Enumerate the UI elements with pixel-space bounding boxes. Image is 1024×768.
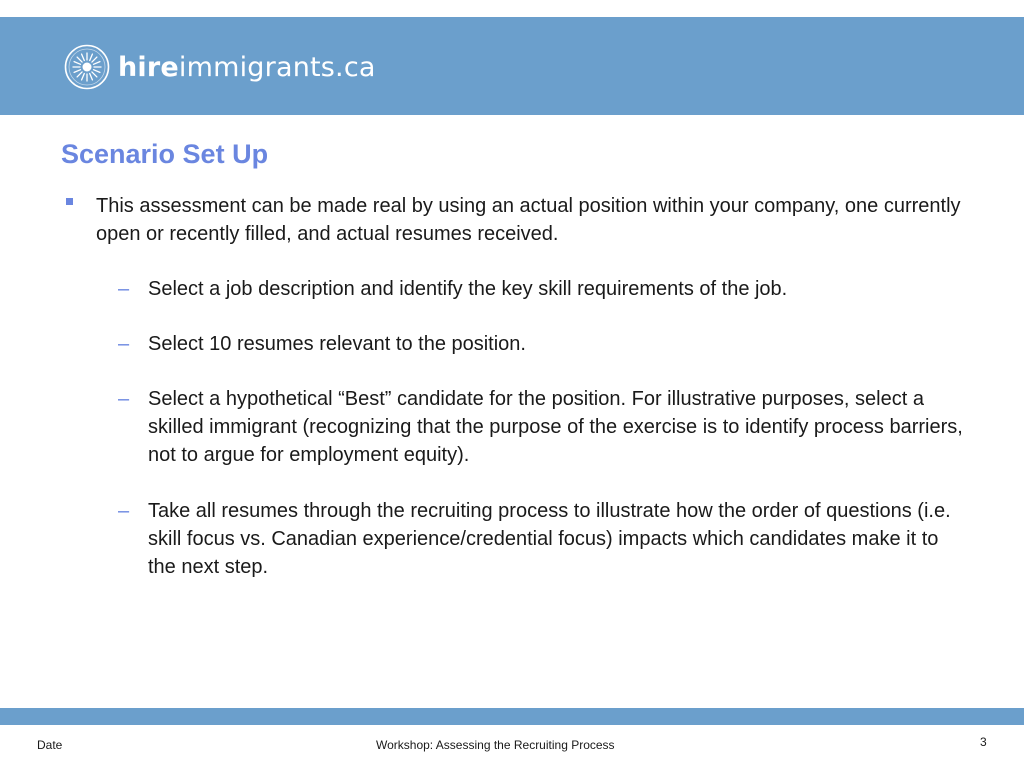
dash-bullet-marker: – [118, 333, 130, 355]
dash-bullet-marker: – [118, 500, 130, 522]
bullet-text: Select a hypothetical “Best” candidate for the position. For illustrative purposes, select a skilled immigrant (recognizing that the purpose of the exercise is to identify process barriers, not to argue for employment equity). [148, 388, 963, 466]
logo-light-text: immigrants.ca [178, 51, 376, 83]
bullet-text: This assessment can be made real by using an actual position within your company, one currently open or recently filled, and actual resumes received. [96, 195, 961, 245]
bullet-item-2 [118, 275, 963, 303]
bullet-text: Select 10 resumes relevant to the position. [148, 333, 526, 355]
bullet-item-1 [96, 192, 966, 248]
page-number: 3 [980, 735, 987, 749]
bullet-text: Select a job description and identify the key skill requirements of the job. [148, 278, 788, 300]
dash-bullet-marker: – [118, 388, 130, 410]
footer-band [0, 708, 1024, 725]
bullet-item-5 [118, 497, 963, 581]
footer-date: Date [37, 738, 63, 752]
starburst-circle-logo-icon [64, 44, 110, 90]
bullet-item-4 [118, 385, 963, 469]
site-logo [64, 44, 376, 90]
logo-bold-text: hire [118, 51, 179, 83]
footer-title: Workshop: Assessing the Recruiting Process [376, 738, 615, 752]
logo-wordmark [118, 51, 376, 83]
dash-bullet-marker: – [118, 278, 130, 300]
square-bullet-icon [66, 198, 73, 205]
slide-title: Scenario Set Up [61, 139, 269, 169]
bullet-text: Take all resumes through the recruiting process to illustrate how the order of questions (i.e. skill focus vs. Canadian experience/credential focus) impacts which candidates make it to the next step. [148, 500, 951, 578]
bullet-item-3 [118, 330, 963, 358]
